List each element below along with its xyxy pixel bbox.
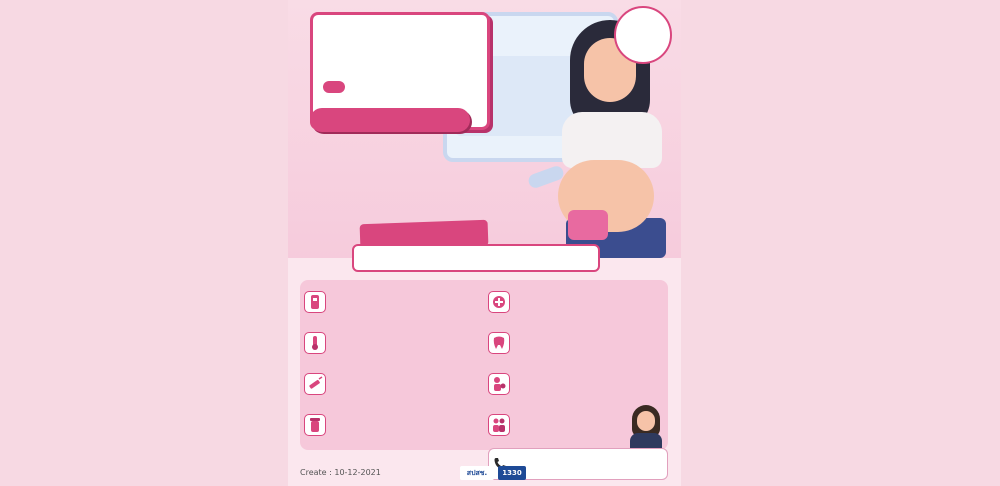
hotline-logo: 1330 xyxy=(498,466,526,480)
item-title xyxy=(330,329,480,340)
list-item xyxy=(488,329,664,369)
hiv-medicine-icon xyxy=(488,291,510,313)
mother-baby-icon xyxy=(488,373,510,395)
item-title xyxy=(330,288,480,299)
infographic-poster xyxy=(288,0,681,486)
intro-line xyxy=(298,144,488,155)
benefit-list xyxy=(300,280,668,450)
item-desc xyxy=(514,299,664,309)
item-title xyxy=(330,370,480,381)
create-date: Create : 10-12-2021 xyxy=(300,468,381,477)
intro-line xyxy=(298,155,488,166)
intro-line xyxy=(298,166,488,177)
item-desc xyxy=(514,340,664,350)
footer xyxy=(300,466,668,482)
intro-line xyxy=(298,188,488,199)
item-title xyxy=(514,370,664,381)
intro-line xyxy=(298,177,488,188)
vaccine-icon xyxy=(304,373,326,395)
item-desc xyxy=(514,381,664,391)
item-title xyxy=(514,288,664,299)
item-title xyxy=(330,411,480,422)
title-and-pill xyxy=(323,81,345,93)
list-item xyxy=(304,370,480,410)
title-ribbon xyxy=(310,108,470,132)
receive-badge xyxy=(568,210,608,240)
intro-line xyxy=(298,210,488,221)
item-title xyxy=(514,329,664,340)
benefit-column-left xyxy=(304,288,480,452)
intro-line xyxy=(298,199,488,210)
item-desc xyxy=(330,422,480,432)
pill-bottle-icon xyxy=(304,414,326,436)
call-center-agent-illustration xyxy=(626,405,666,451)
list-item xyxy=(488,288,664,328)
pregnancy-test-icon xyxy=(304,291,326,313)
corner-badge xyxy=(614,6,672,64)
family-screening-icon xyxy=(488,414,510,436)
group-heading xyxy=(352,244,600,272)
title-subtitle-a xyxy=(323,53,477,73)
list-item xyxy=(304,288,480,328)
list-item xyxy=(304,411,480,451)
item-desc xyxy=(330,381,480,391)
nhso-logo: สปสช. xyxy=(460,466,494,480)
contact-line xyxy=(511,452,661,461)
item-desc xyxy=(330,340,480,350)
blood-test-icon xyxy=(304,332,326,354)
page-title xyxy=(323,23,477,45)
item-desc xyxy=(330,299,480,309)
list-item xyxy=(304,329,480,369)
list-item xyxy=(488,370,664,410)
intro-text xyxy=(298,144,488,222)
dental-icon xyxy=(488,332,510,354)
